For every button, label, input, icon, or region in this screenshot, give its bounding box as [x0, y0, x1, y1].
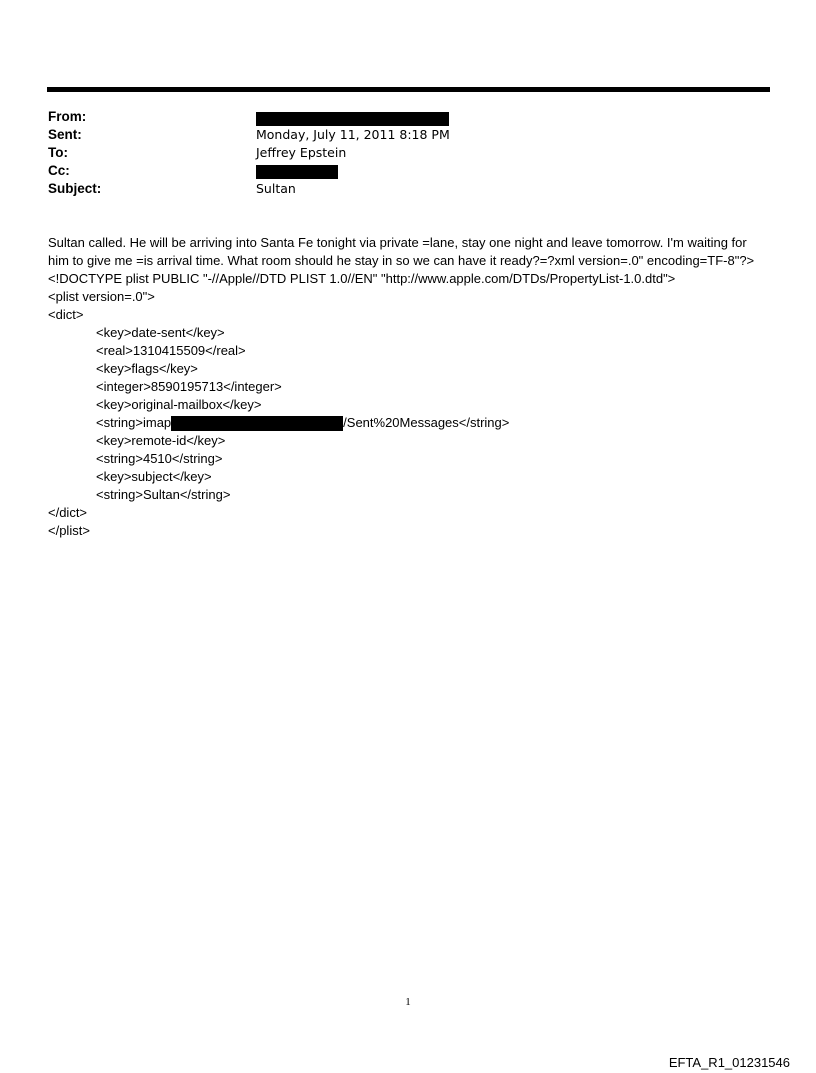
cc-label: Cc: — [48, 163, 70, 178]
subject-row — [48, 180, 608, 198]
redaction-box — [256, 112, 449, 126]
subject-label: Subject: — [48, 181, 102, 196]
body-paragraph: Sultan called. He will be arriving into Santa Fe tonight via private =lane, stay one night and leave tomorrow. I'm waiting for him to give me =is arrival time. What room should he stay in so we can have it ready?=?xml version=.0" encoding=TF-8"?> <!DOCTYPE plist PUBLIC "-//Apple//DTD PLIST 1.0//EN" "http://www.apple.com/DTDs/PropertyList-1.0.dtd"> — [48, 235, 755, 286]
sent-value: Monday, July 11, 2011 8:18 PM — [256, 127, 450, 142]
redaction-box — [171, 416, 343, 431]
plist-line: <key>original-mailbox</key> — [96, 397, 262, 412]
to-label: To: — [48, 145, 68, 160]
plist-line: <key>remote-id</key> — [96, 433, 226, 448]
email-body — [48, 234, 770, 540]
plist-line: <real>1310415509</real> — [96, 343, 246, 358]
cc-row — [48, 162, 608, 180]
plist-line: <integer>8590195713</integer> — [96, 379, 282, 394]
dict-open-line: <dict> — [48, 307, 84, 322]
document-id: EFTA_R1_01231546 — [668, 1055, 790, 1070]
from-label: From: — [48, 109, 87, 124]
from-row — [48, 108, 608, 126]
plist-line: <key>flags</key> — [96, 361, 198, 376]
plist-open-line: <plist version=.0"> — [48, 289, 155, 304]
plist-line: <key>subject</key> — [96, 469, 212, 484]
sent-row — [48, 126, 608, 144]
sent-label: Sent: — [48, 127, 82, 142]
redaction-box — [256, 165, 338, 179]
to-row — [48, 144, 608, 162]
page-number: 1 — [405, 996, 411, 1008]
imap-suffix: /Sent%20Messages</string> — [343, 415, 510, 430]
plist-line: <string>4510</string> — [96, 451, 223, 466]
email-header — [48, 108, 608, 198]
subject-value: Sultan — [256, 181, 296, 196]
header-rule — [47, 87, 770, 92]
plist-line: <string>Sultan</string> — [96, 487, 231, 502]
plist-imap-line — [48, 414, 770, 432]
plist-line: <key>date-sent</key> — [96, 325, 225, 340]
imap-prefix: <string>imap — [96, 415, 172, 430]
to-value: Jeffrey Epstein — [256, 145, 347, 160]
dict-close-line: </dict> — [48, 505, 88, 520]
plist-close-line: </plist> — [48, 523, 90, 538]
